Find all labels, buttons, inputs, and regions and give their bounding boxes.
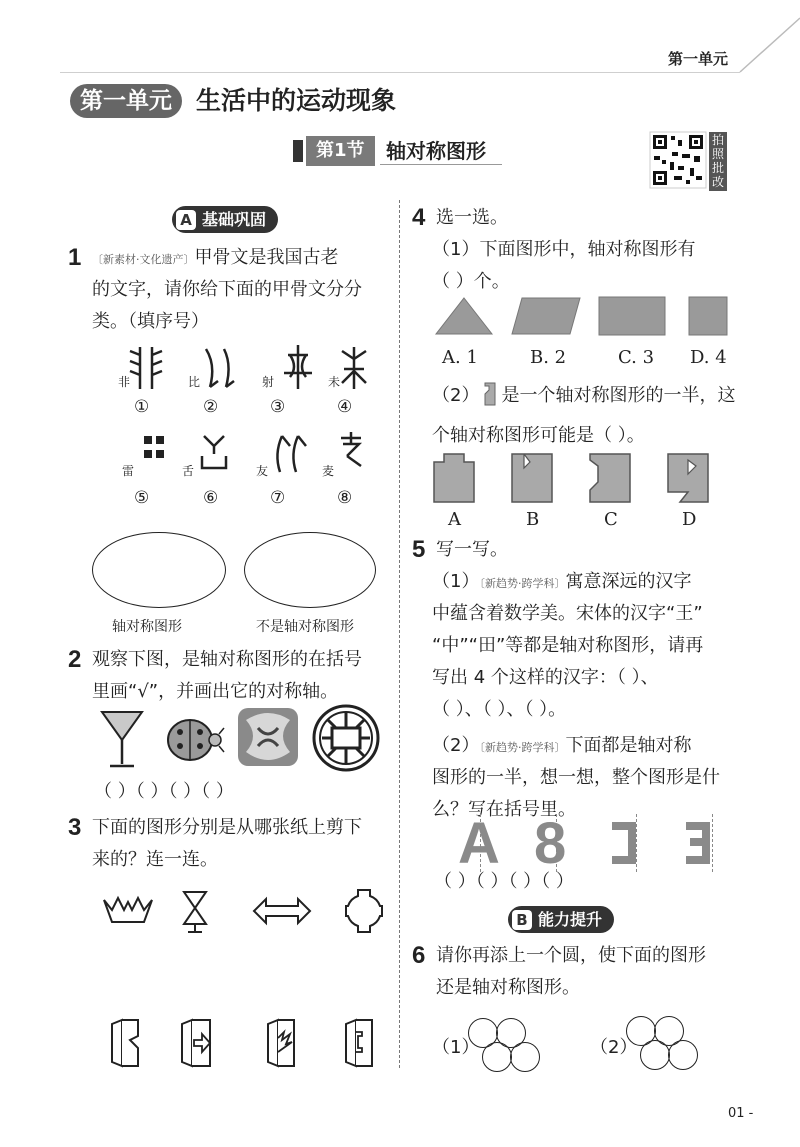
shape-triangle: [434, 296, 494, 336]
q3-line-1: 下面的图形分别是从哪张纸上剪下: [92, 817, 362, 838]
q4-number: 4: [412, 204, 426, 231]
papercut-pattern-figure: [236, 706, 300, 768]
section-label: 第1节: [306, 136, 375, 166]
q4-option-a-shape[interactable]: [432, 452, 476, 504]
qr-code[interactable]: [650, 132, 706, 188]
q5-p2-line-1: （2）〔新趋势·跨学科〕下面都是轴对称: [432, 735, 692, 756]
oracle-num-2: ②: [203, 397, 219, 417]
folded-paper-2[interactable]: [178, 1018, 214, 1068]
part-b-name: 能力提升: [538, 910, 603, 929]
q6-line-2: 还是轴对称图形。: [436, 977, 580, 998]
qr-caption: 拍照批改: [709, 132, 727, 191]
q1-number: 1: [68, 244, 82, 271]
column-divider: [399, 200, 400, 1068]
cocktail-glass-figure: [100, 708, 144, 770]
part-a-heading: [172, 206, 278, 233]
part-b-heading: [508, 906, 614, 933]
folded-paper-1[interactable]: [108, 1018, 142, 1068]
oracle-glyph-2: [200, 345, 240, 391]
half-glyph-1-axis: [480, 814, 481, 872]
oracle-num-1: ①: [134, 397, 150, 417]
cut-shape-double-arrow[interactable]: [252, 896, 312, 926]
q4-p2-option-b[interactable]: B: [526, 509, 540, 530]
unit-badge: 第一单元: [70, 84, 182, 118]
page-number: 01 -: [728, 1106, 754, 1121]
oracle-glyph-8: [333, 430, 369, 470]
q2-line-1: 观察下图，是轴对称图形的在括号: [92, 649, 362, 670]
shape-parallelogram: [510, 296, 582, 336]
oval-not-symmetric[interactable]: [244, 532, 376, 608]
q4-p1-option-c[interactable]: C. 3: [618, 347, 655, 368]
oracle-label-1: 非: [118, 375, 131, 389]
oracle-num-5: ⑤: [134, 488, 150, 508]
q4-p2-line-2[interactable]: 个轴对称图形可能是（ ）。: [432, 425, 645, 446]
q5-p1-line-4[interactable]: 写出 4 个这样的汉字：（ ）、: [432, 667, 659, 688]
q4-title: 选一选。: [436, 207, 508, 228]
page-title: 生活中的运动现象: [196, 86, 397, 115]
q4-p1-option-d[interactable]: D. 4: [690, 347, 727, 368]
q5-p2-line-3: 么？写在括号里。: [432, 799, 576, 820]
q5-p2-line-2: 图形的一半，想一想，整个图形是什: [432, 767, 720, 788]
q3-line-2: 来的？连一连。: [92, 849, 218, 870]
oval-label-not-symmetric: 不是轴对称图形: [256, 619, 354, 635]
corner-decoration: [740, 10, 800, 80]
section-name: 轴对称图形: [386, 139, 486, 163]
q2-number: 2: [68, 646, 82, 673]
oracle-label-3: 射: [262, 375, 275, 389]
q4-option-b-shape[interactable]: [510, 452, 554, 504]
q4-p2-option-d[interactable]: D: [682, 509, 697, 530]
q5-title: 写一写。: [436, 539, 508, 560]
q1-line-2: 的文字，请你给下面的甲骨文分分: [92, 279, 362, 300]
q4-p1-option-b[interactable]: B. 2: [530, 347, 567, 368]
oracle-label-6: 舌: [182, 464, 195, 478]
q6-line-1: 请你再添上一个圆，使下面的图形: [436, 945, 706, 966]
folded-paper-3[interactable]: [264, 1018, 298, 1068]
oracle-label-5: 雷: [122, 464, 135, 478]
q6-2-circle-3: [640, 1040, 670, 1070]
shape-rectangle: [598, 296, 666, 336]
oracle-label-4: 未: [328, 375, 341, 389]
round-window-figure: [312, 704, 380, 772]
q6-1-circle-3: [482, 1042, 512, 1072]
q4-p2-option-a[interactable]: A: [448, 509, 461, 530]
folded-paper-4[interactable]: [342, 1018, 376, 1068]
q4-p1-option-a[interactable]: A. 1: [442, 347, 478, 368]
q5-number: 5: [412, 536, 426, 563]
oracle-glyph-7: [270, 432, 310, 474]
q1-tag: 〔新素材·文化遗产〕: [92, 253, 195, 266]
q5-p1-line-2: 中蕴含着数学美。宋体的汉字“王”: [432, 603, 703, 624]
q6-1-circle-4: [510, 1042, 540, 1072]
part-a-letter: A: [176, 210, 196, 230]
q5-p1-line-5[interactable]: （ ）、（ ）、（ ）。: [432, 699, 567, 720]
q6-2-circle-4: [668, 1040, 698, 1070]
page-number-dash: -: [744, 1106, 754, 1121]
ladybug-figure: [164, 712, 226, 766]
unit-corner-label: 第一单元: [668, 50, 729, 68]
oracle-num-7: ⑦: [270, 488, 286, 508]
q4-p2-line-1: （2） 是一个轴对称图形的一半，这: [432, 380, 735, 412]
q4-p1-line-1: （1）下面图形中，轴对称图形有: [432, 239, 696, 260]
q6-label-1: （1）: [432, 1037, 480, 1058]
half-glyph-1-wrap: [456, 811, 500, 876]
q6-number: 6: [412, 942, 426, 969]
cut-shape-crown[interactable]: [102, 896, 154, 926]
cut-shape-hourglass[interactable]: [180, 888, 210, 934]
oracle-num-6: ⑥: [203, 488, 219, 508]
half-glyph-4: [684, 820, 714, 866]
oracle-label-2: 比: [188, 375, 201, 389]
q4-option-d-shape[interactable]: [666, 452, 710, 504]
q1-line-1: 〔新素材·文化遗产〕甲骨文是我国古老: [92, 247, 339, 268]
q5-p1-line-1: （1）〔新趋势·跨学科〕寓意深远的汉字: [432, 571, 692, 592]
section-underline: [380, 164, 502, 165]
q2-answer-blanks[interactable]: （ ）（ ）（ ）（ ）: [94, 781, 234, 802]
oracle-glyph-1: [126, 345, 166, 391]
part-b-letter: B: [512, 910, 532, 930]
oval-symmetric[interactable]: [92, 532, 226, 608]
q1-line-3: 类。（填序号）: [92, 311, 209, 332]
half-glyph-2-wrap: [532, 811, 567, 876]
part-a-name: 基础巩固: [202, 210, 267, 229]
oracle-num-4: ④: [337, 397, 353, 417]
half-glyph-2: 8: [534, 811, 567, 876]
top-rule: [60, 72, 740, 73]
oracle-glyph-6: [196, 432, 232, 472]
oval-label-symmetric: 轴对称图形: [112, 619, 182, 635]
cut-shape-notched-circle[interactable]: [344, 888, 384, 934]
half-glyph-2-axis: [556, 814, 557, 872]
q4-p2-option-c[interactable]: C: [604, 509, 618, 530]
q4-p1-line-2[interactable]: （ ）个。: [432, 271, 510, 292]
oracle-label-7: 友: [256, 464, 269, 478]
oracle-num-8: ⑧: [337, 488, 353, 508]
q5-p1-line-3: “中”“田”等都是轴对称图形，请再: [432, 635, 704, 656]
q2-line-2: 里画“√”，并画出它的对称轴。: [92, 681, 339, 702]
shape-square: [688, 296, 728, 336]
half-shape-icon: [483, 382, 497, 406]
q5-p2-answer-blanks[interactable]: （ ）（ ）（ ）（ ）: [434, 871, 574, 892]
q4-option-c-shape[interactable]: [588, 452, 632, 504]
oracle-glyph-3: [278, 343, 318, 391]
q6-label-2: （2）: [590, 1037, 638, 1058]
oracle-num-3: ③: [270, 397, 286, 417]
q5-p1-tag: 〔新趋势·跨学科〕: [479, 577, 566, 590]
half-glyph-4-axis: [712, 814, 713, 872]
section-marker: [293, 140, 303, 162]
half-glyph-1: A: [458, 811, 500, 876]
q5-p2-tag: 〔新趋势·跨学科〕: [479, 741, 566, 754]
q3-number: 3: [68, 814, 82, 841]
half-glyph-3-axis: [636, 814, 637, 872]
oracle-glyph-5: [140, 432, 170, 468]
oracle-label-8: 麦: [322, 464, 335, 478]
